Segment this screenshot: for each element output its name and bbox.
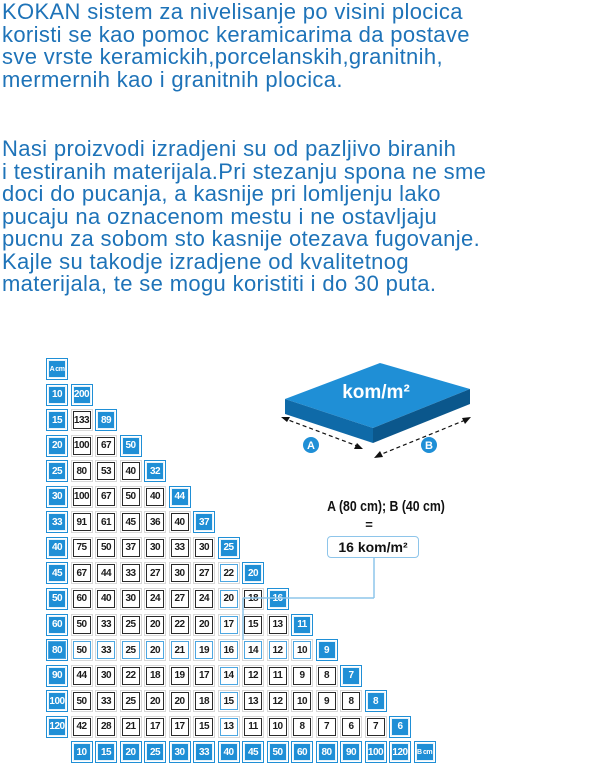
- formula-equals: =: [365, 517, 373, 532]
- table-cell: 10: [293, 641, 311, 659]
- table-cell: 67: [97, 437, 115, 455]
- diagonal-cell: 32: [146, 462, 164, 480]
- table-cell: 12: [269, 641, 287, 659]
- table-cell: 61: [97, 513, 115, 531]
- table-cell: 44: [97, 564, 115, 582]
- table-cell: 36: [146, 513, 164, 531]
- a-axis-label: 30: [48, 488, 66, 506]
- table-cell: 20: [146, 692, 164, 710]
- table-cell: 18: [146, 667, 164, 685]
- a-axis-label: 90: [48, 667, 66, 685]
- arrow-a-head-left: [281, 417, 290, 422]
- table-cell: 25: [122, 616, 140, 634]
- table-cell: 10: [293, 692, 311, 710]
- b-axis-label: 60: [293, 743, 311, 761]
- materials-paragraph: Nasi proizvodi izradjeni su od pazljivo biranih i testiranih materijala.Pri stezanju spona ne sme doci do pucanja, a kasnije pri lomljenju lako pucaju na oznacenom mestu i ne ostavljaju pucnu za sobom sto kasnije otezava fugovanje. Kajle su takodje izradjene od kvalitetnog materijala, te se mogu koristiti i do 30 puta.: [2, 136, 487, 296]
- formula-dimensions: A (80 cm); B (40 cm): [327, 498, 445, 515]
- b-axis-label: 40: [220, 743, 238, 761]
- table-cell: 17: [146, 718, 164, 736]
- table-cell: 24: [146, 590, 164, 608]
- diagonal-cell: 25: [220, 539, 238, 557]
- table-cell: 15: [244, 616, 262, 634]
- a-axis-label: 40: [48, 539, 66, 557]
- diagonal-cell: 7: [342, 667, 360, 685]
- table-cell: 13: [220, 718, 238, 736]
- table-cell: 33: [97, 641, 115, 659]
- table-cell: 18: [244, 590, 262, 608]
- b-axis-label: 90: [342, 743, 360, 761]
- table-cell: 7: [318, 718, 336, 736]
- table-cell: 50: [73, 616, 91, 634]
- diagonal-cell: 11: [293, 616, 311, 634]
- b-axis-label: 10: [73, 743, 91, 761]
- a-axis-label: 15: [48, 411, 66, 429]
- a-axis-header: A cm: [48, 360, 66, 378]
- a-axis-label: 100: [48, 692, 66, 710]
- table-cell: 20: [171, 692, 189, 710]
- table-cell: 11: [244, 718, 262, 736]
- a-axis-label: 120: [48, 718, 66, 736]
- b-axis-label: 15: [97, 743, 115, 761]
- diagonal-cell: 50: [122, 437, 140, 455]
- table-cell: 15: [195, 718, 213, 736]
- diagonal-cell: 37: [195, 513, 213, 531]
- table-cell: 100: [73, 437, 91, 455]
- table-cell: 100: [73, 488, 91, 506]
- b-axis-label: 45: [244, 743, 262, 761]
- table-cell: 33: [171, 539, 189, 557]
- intro-paragraph: KOKAN sistem za nivelisanje po visini plocica koristi se kao pomoc keramicarima da postave sve vrste keramickih,porcelanskih,granitnih, mermernih kao i granitnih plocica.: [2, 0, 470, 92]
- table-cell: 15: [220, 692, 238, 710]
- diagonal-cell: 6: [391, 718, 409, 736]
- arrow-a-head-right: [354, 443, 363, 449]
- table-cell: 6: [342, 718, 360, 736]
- diagonal-cell: 8: [367, 692, 385, 710]
- arrow-b-head-right: [462, 417, 471, 424]
- b-axis-label: 33: [195, 743, 213, 761]
- table-cell: 40: [122, 462, 140, 480]
- table-cell: 50: [73, 641, 91, 659]
- table-cell: 27: [171, 590, 189, 608]
- table-cell: 50: [122, 488, 140, 506]
- tile-unit-label: kom/m²: [342, 382, 410, 403]
- badge-a-label: A: [307, 440, 315, 452]
- table-cell: 8: [293, 718, 311, 736]
- table-cell: 17: [220, 616, 238, 634]
- table-cell: 21: [122, 718, 140, 736]
- table-cell: 8: [342, 692, 360, 710]
- table-cell: 10: [269, 718, 287, 736]
- table-cell: 50: [73, 692, 91, 710]
- table-cell: 19: [171, 667, 189, 685]
- table-cell: 133: [73, 411, 91, 429]
- table-cell: 50: [97, 539, 115, 557]
- table-cell: 30: [146, 539, 164, 557]
- a-axis-label: 10: [48, 386, 66, 404]
- table-cell: 40: [146, 488, 164, 506]
- table-cell: 24: [195, 590, 213, 608]
- table-cell: 22: [171, 616, 189, 634]
- table-cell: 67: [73, 564, 91, 582]
- table-cell: 7: [367, 718, 385, 736]
- table-cell: 9: [318, 692, 336, 710]
- table-cell: 22: [122, 667, 140, 685]
- table-cell: 33: [97, 692, 115, 710]
- b-axis-label: 25: [146, 743, 164, 761]
- table-cell: 17: [195, 667, 213, 685]
- table-cell: 20: [220, 590, 238, 608]
- b-axis-label: 120: [391, 743, 409, 761]
- a-axis-label: 25: [48, 462, 66, 480]
- a-axis-label: 80: [48, 641, 66, 659]
- table-cell: 11: [269, 667, 287, 685]
- table-cell: 30: [122, 590, 140, 608]
- table-cell: 40: [97, 590, 115, 608]
- table-cell: 14: [220, 667, 238, 685]
- table-cell: 91: [73, 513, 91, 531]
- diagonal-cell: 16: [269, 590, 287, 608]
- b-axis-label: 20: [122, 743, 140, 761]
- table-cell: 75: [73, 539, 91, 557]
- table-cell: 67: [97, 488, 115, 506]
- table-cell: 60: [73, 590, 91, 608]
- diagonal-cell: 20: [244, 564, 262, 582]
- a-axis-label: 50: [48, 590, 66, 608]
- table-cell: 25: [122, 641, 140, 659]
- table-cell: 19: [195, 641, 213, 659]
- table-cell: 28: [97, 718, 115, 736]
- b-axis-label: 50: [269, 743, 287, 761]
- table-cell: 12: [269, 692, 287, 710]
- arrow-b-head-left: [374, 451, 383, 458]
- diagonal-cell: 200: [73, 386, 91, 404]
- table-cell: 40: [171, 513, 189, 531]
- table-cell: 30: [171, 564, 189, 582]
- table-cell: 33: [97, 616, 115, 634]
- table-cell: 27: [195, 564, 213, 582]
- table-cell: 22: [220, 564, 238, 582]
- b-axis-label: 30: [171, 743, 189, 761]
- table-cell: 80: [73, 462, 91, 480]
- b-axis-label: 80: [318, 743, 336, 761]
- diagonal-cell: 89: [97, 411, 115, 429]
- table-cell: 12: [244, 667, 262, 685]
- table-cell: 20: [146, 641, 164, 659]
- table-cell: 53: [97, 462, 115, 480]
- formula-result: 16 kom/m²: [327, 536, 419, 558]
- table-cell: 13: [269, 616, 287, 634]
- table-cell: 9: [293, 667, 311, 685]
- table-cell: 44: [73, 667, 91, 685]
- b-axis-header: B cm: [416, 743, 434, 761]
- table-cell: 45: [122, 513, 140, 531]
- a-axis-label: 60: [48, 616, 66, 634]
- table-cell: 18: [195, 692, 213, 710]
- diagonal-cell: 9: [318, 641, 336, 659]
- table-cell: 30: [97, 667, 115, 685]
- a-axis-label: 33: [48, 513, 66, 531]
- table-cell: 20: [146, 616, 164, 634]
- table-cell: 21: [171, 641, 189, 659]
- table-cell: 33: [122, 564, 140, 582]
- a-axis-label: 20: [48, 437, 66, 455]
- table-cell: 8: [318, 667, 336, 685]
- b-axis-label: 100: [367, 743, 385, 761]
- table-cell: 20: [195, 616, 213, 634]
- table-cell: 17: [171, 718, 189, 736]
- table-cell: 37: [122, 539, 140, 557]
- table-cell: 42: [73, 718, 91, 736]
- diagonal-cell: 44: [171, 488, 189, 506]
- table-cell: 30: [195, 539, 213, 557]
- table-cell: 16: [220, 641, 238, 659]
- a-axis-label: 45: [48, 564, 66, 582]
- table-cell: 27: [146, 564, 164, 582]
- table-cell: 14: [244, 641, 262, 659]
- table-cell: 13: [244, 692, 262, 710]
- badge-b-label: B: [425, 440, 433, 452]
- table-cell: 25: [122, 692, 140, 710]
